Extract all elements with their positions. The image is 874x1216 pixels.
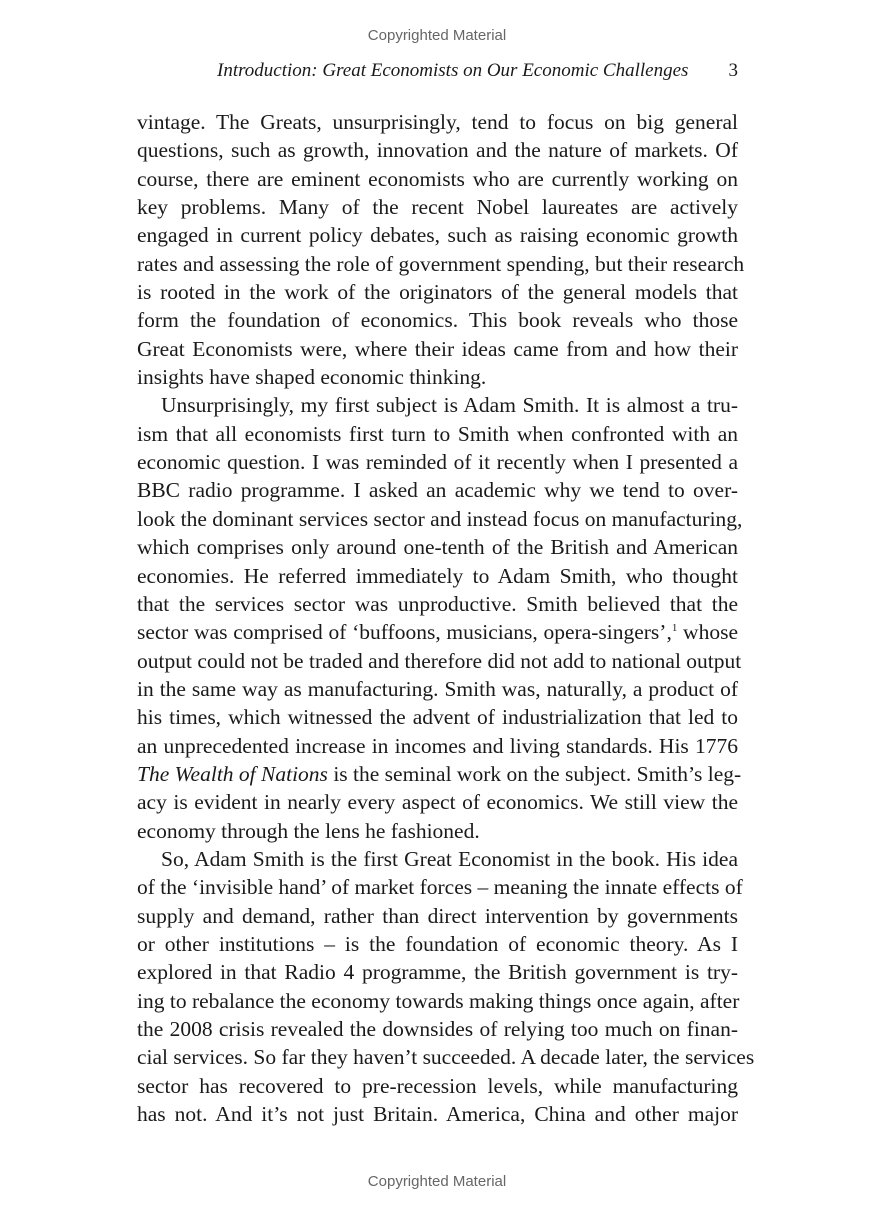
text-line: economic question. I was reminded of it recently when I presented a xyxy=(137,450,738,475)
text-line: So, Adam Smith is the first Great Economist in the book. His idea xyxy=(161,846,738,871)
text-line: that the services sector was unproductive. Smith believed that the xyxy=(137,591,738,616)
text-line: course, there are eminent economists who are currently working on xyxy=(137,166,738,191)
text-line: look the dominant services sector and instead focus on manufacturing, xyxy=(137,506,743,531)
text-line: form the foundation of economics. This book reveals who those xyxy=(137,308,738,333)
text-run: sector was comprised of ‘buffoons, musicians, opera-singers’, xyxy=(137,620,672,645)
text-line: insights have shaped economic thinking. xyxy=(137,365,487,390)
text-line: economy through the lens he fashioned. xyxy=(137,818,480,843)
copyright-watermark-top: Copyrighted Material xyxy=(367,27,507,44)
text-line: explored in that Radio 4 programme, the British government is try- xyxy=(137,960,738,985)
paragraph-3 xyxy=(137,845,755,1128)
text-line: output could not be traded and therefore did not add to national output xyxy=(137,648,742,673)
text-line: supply and demand, rather than direct intervention by governments xyxy=(137,903,738,928)
text-line: economies. He referred immediately to Adam Smith, who thought xyxy=(137,563,738,588)
body-text xyxy=(137,108,755,1128)
text-line-with-title xyxy=(137,760,742,788)
text-line: rates and assessing the role of government spending, but their research xyxy=(137,251,745,276)
text-line: which comprises only around one-tenth of the British and American xyxy=(137,535,738,560)
text-line-with-footnote xyxy=(137,618,738,646)
text-line: or other institutions – is the foundation of economic theory. As I xyxy=(137,931,738,956)
text-line: has not. And it’s not just Britain. America, China and other major xyxy=(137,1102,738,1127)
text-line: in the same way as manufacturing. Smith was, naturally, a product of xyxy=(137,676,738,701)
text-line: of the ‘invisible hand’ of market forces – meaning the innate effects of xyxy=(137,875,743,900)
text-line: key problems. Many of the recent Nobel laureates are actively xyxy=(137,195,738,220)
paragraph-1 xyxy=(137,108,745,391)
text-line: ism that all economists first turn to Smith when confronted with an xyxy=(137,421,738,446)
text-line: vintage. The Greats, unsurprisingly, tend to focus on big general xyxy=(137,110,738,134)
text-run: whose xyxy=(677,620,738,645)
text-line: his times, which witnessed the advent of industrialization that led to xyxy=(137,705,738,730)
text-line: questions, such as growth, innovation and the nature of markets. Of xyxy=(137,138,738,163)
text-line: the 2008 crisis revealed the downsides of relying too much on finan- xyxy=(137,1017,738,1041)
copyright-watermark-bottom: Copyrighted Material xyxy=(367,1173,507,1190)
page-number: 3 xyxy=(728,60,738,81)
text-line: acy is evident in nearly every aspect of economics. We still view the xyxy=(137,790,738,815)
text-line: sector has recovered to pre-recession levels, while manufacturing xyxy=(137,1073,738,1098)
text-line: Unsurprisingly, my first subject is Adam Smith. It is almost a tru- xyxy=(161,393,738,418)
running-head-title: Introduction: Great Economists on Our Economic Challenges xyxy=(217,60,689,81)
footnote-marker[interactable]: 1 xyxy=(671,622,678,635)
text-line: ing to rebalance the economy towards making things once again, after xyxy=(137,988,740,1013)
paragraph-2 xyxy=(137,391,743,845)
running-head xyxy=(137,60,738,88)
text-line: an unprecedented increase in incomes and living standards. His 1776 xyxy=(137,733,738,758)
text-line: cial services. So far they haven’t succeeded. A decade later, the services xyxy=(137,1045,755,1070)
text-run: is the seminal work on the subject. Smith’s leg- xyxy=(327,761,742,786)
text-line: engaged in current policy debates, such as raising economic growth xyxy=(137,223,738,248)
book-title: The Wealth of Nations xyxy=(137,761,328,786)
text-line: BBC radio programme. I asked an academic why we tend to over- xyxy=(137,478,738,503)
text-line: is rooted in the work of the originators of the general models that xyxy=(137,280,738,305)
text-line: Great Economists were, where their ideas came from and how their xyxy=(137,336,738,361)
